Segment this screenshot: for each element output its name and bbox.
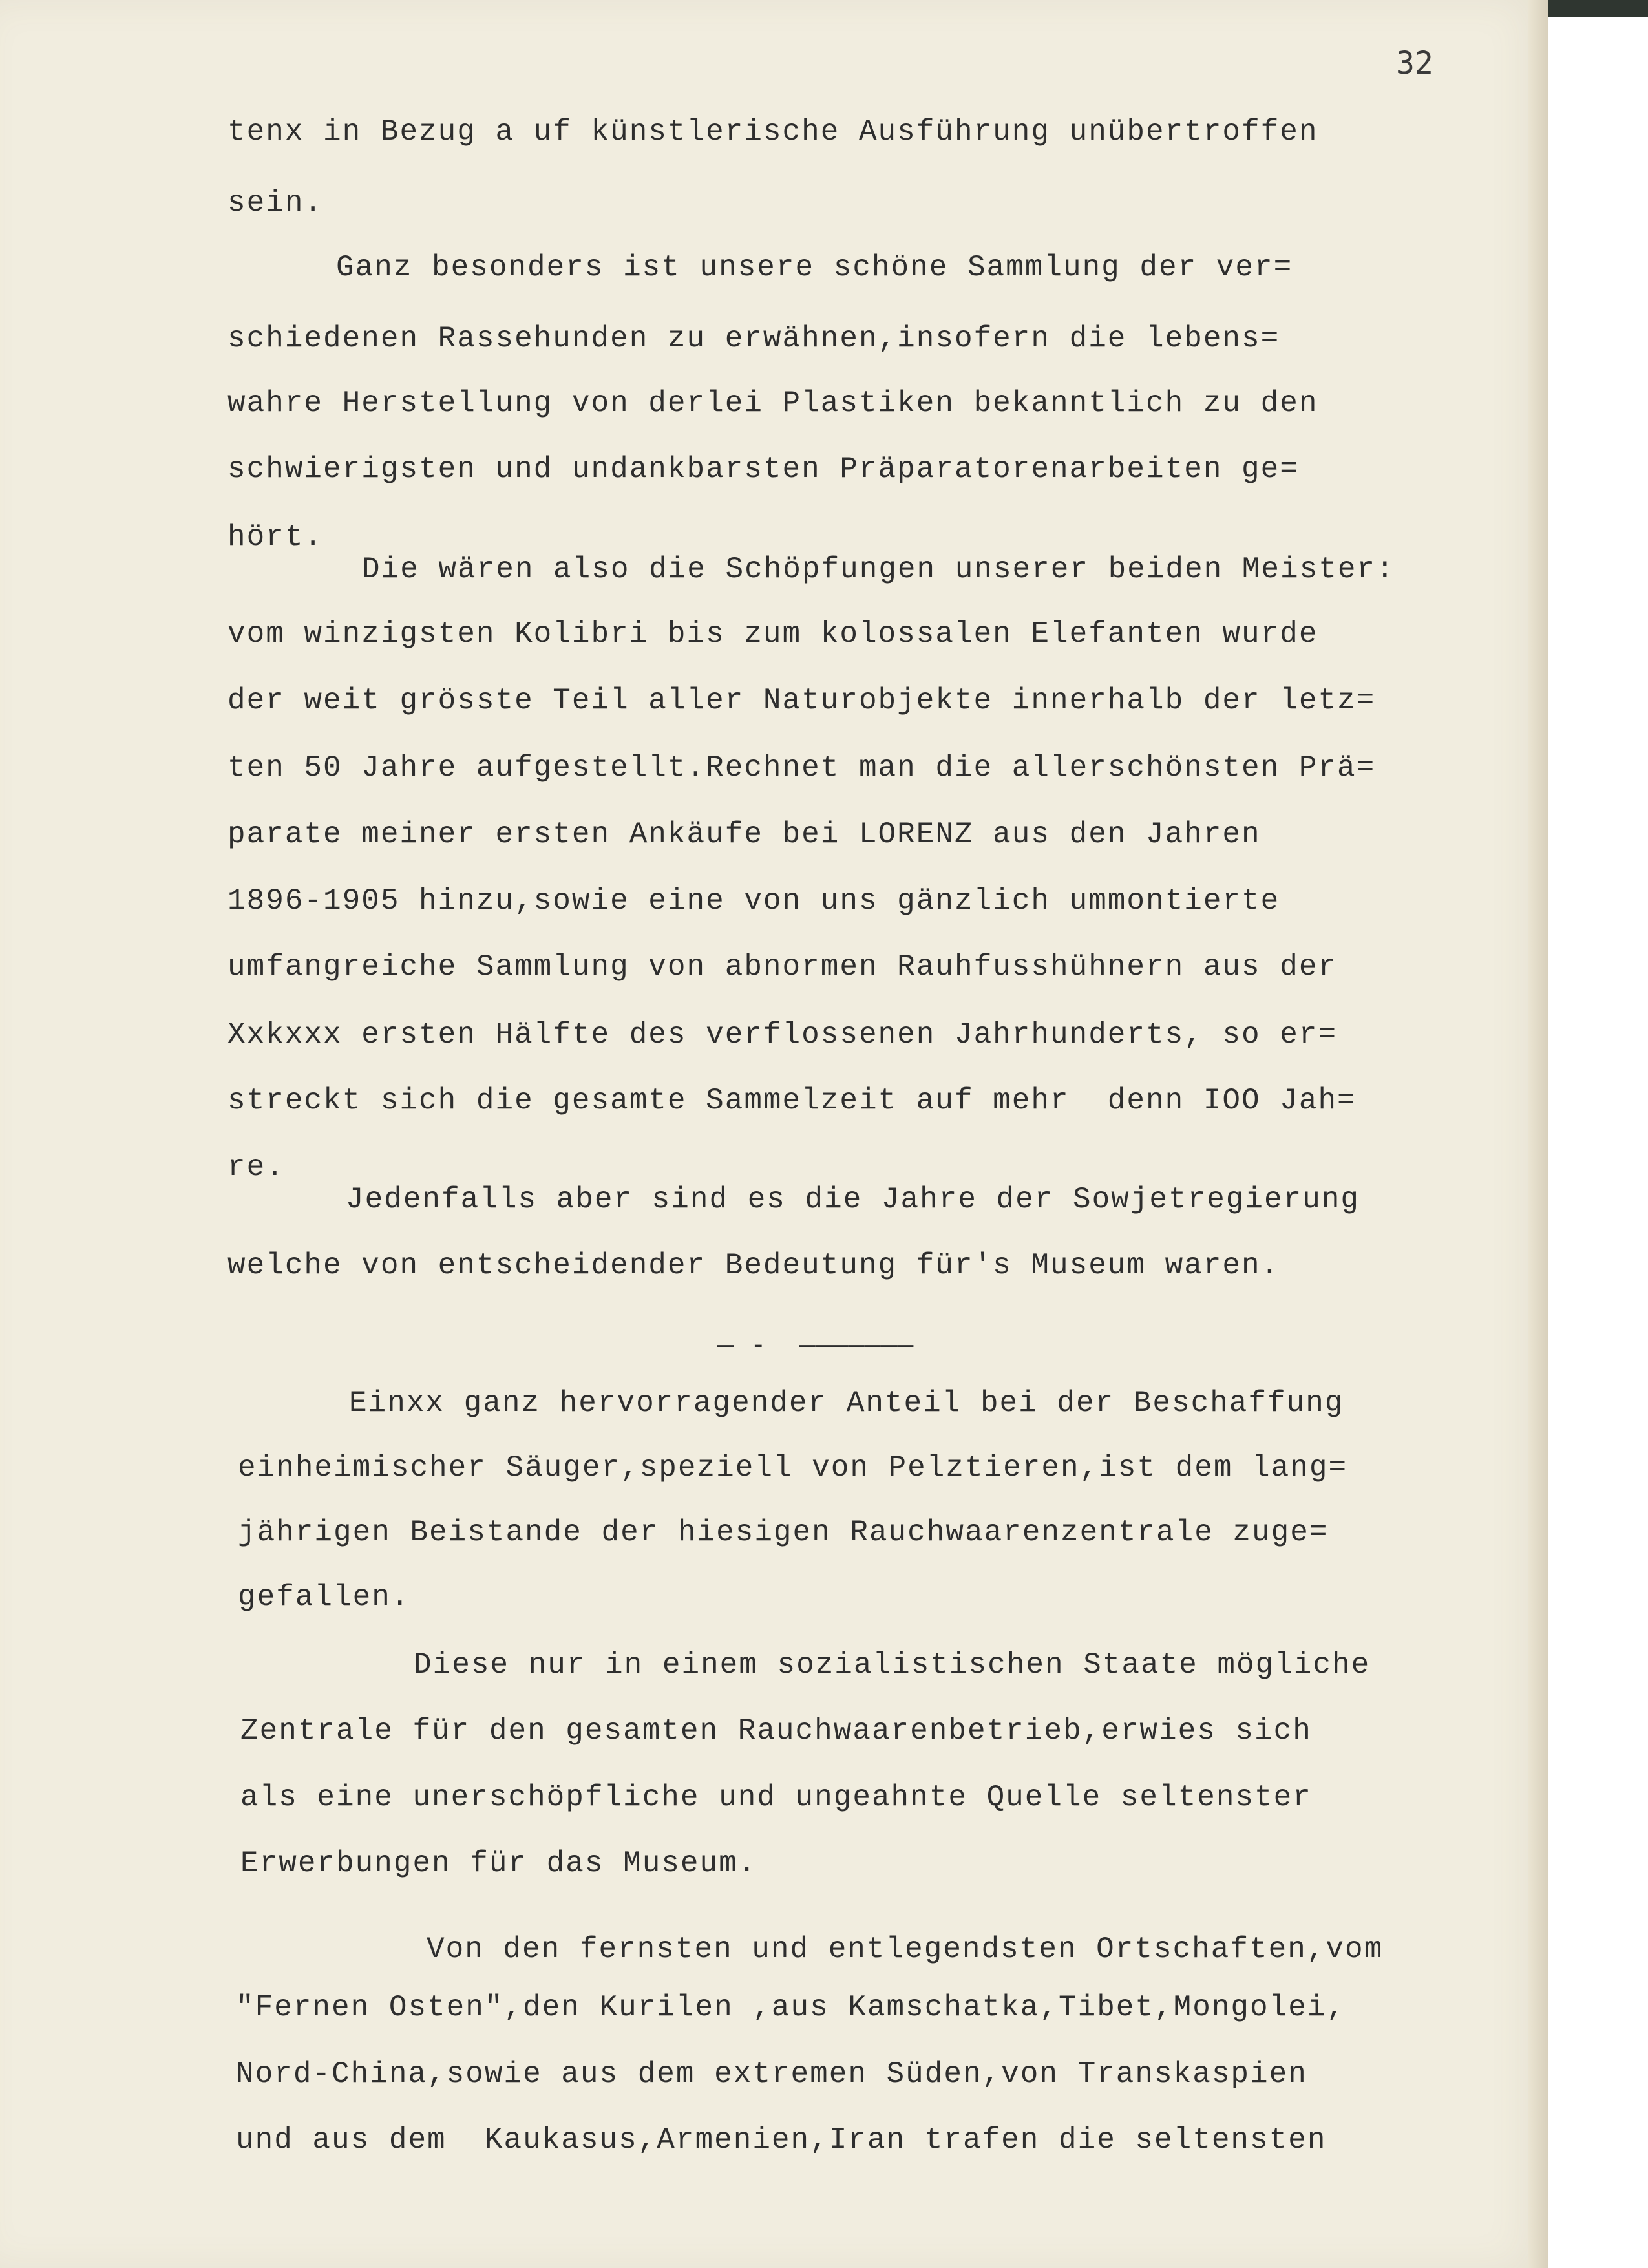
section-separator: — - ———————: [717, 1328, 914, 1360]
text-line: schiedenen Rassehunden zu erwähnen,insofern die lebens=: [227, 322, 1280, 355]
text-line: als eine unerschöpfliche und ungeahnte Quelle seltenster: [240, 1781, 1312, 1814]
text-line: Xxkxxx ersten Hälfte des verflossenen Jahrhunderts, so er=: [227, 1018, 1338, 1052]
text-line: parate meiner ersten Ankäufe bei LORENZ aus den Jahren: [227, 818, 1261, 851]
text-line: und aus dem Kaukasus,Armenien,Iran trafen die seltensten: [236, 2123, 1327, 2157]
text-line: jährigen Beistande der hiesigen Rauchwaarenzentrale zuge=: [238, 1516, 1329, 1549]
page-edge: [1528, 0, 1548, 2268]
text-line: Die wären also die Schöpfungen unserer beiden Meister:: [362, 553, 1395, 586]
text-line: Zentrale für den gesamten Rauchwaarenbetrieb,erwies sich: [240, 1714, 1312, 1748]
text-line: welche von entscheidender Bedeutung für's Museum waren.: [227, 1249, 1280, 1282]
text-line: hört.: [227, 520, 324, 554]
text-line: streckt sich die gesamte Sammelzeit auf mehr denn IOO Jah=: [227, 1084, 1357, 1118]
text-line: re.: [227, 1150, 285, 1184]
text-line: vom winzigsten Kolibri bis zum kolossalen Elefanten wurde: [227, 617, 1318, 651]
text-line: schwierigsten und undankbarsten Präparatorenarbeiten ge=: [227, 452, 1299, 486]
text-line: sein.: [227, 186, 324, 220]
text-line: Jedenfalls aber sind es die Jahre der Sowjetregierung: [346, 1183, 1360, 1216]
text-line: gefallen.: [238, 1580, 410, 1614]
text-line: Diese nur in einem sozialistischen Staate mögliche: [414, 1648, 1371, 1682]
text-line: 1896-1905 hinzu,sowie eine von uns gänzlich ummontierte: [227, 884, 1280, 918]
text-line: wahre Herstellung von derlei Plastiken bekanntlich zu den: [227, 387, 1318, 420]
text-line: der weit grösste Teil aller Naturobjekte innerhalb der letz=: [227, 684, 1376, 717]
page-number: 32: [1396, 45, 1433, 81]
text-line: Erwerbungen für das Museum.: [240, 1847, 757, 1880]
text-line: tenx in Bezug a uf künstlerische Ausführung unübertroffen: [227, 115, 1318, 149]
text-line: einheimischer Säuger,speziell von Pelztieren,ist dem lang=: [238, 1451, 1348, 1485]
binding-strip: [1548, 0, 1648, 17]
text-line: Von den fernsten und entlegendsten Ortschaften,vom: [427, 1933, 1384, 1966]
text-line: Einxx ganz hervorragender Anteil bei der Beschaffung: [349, 1386, 1344, 1420]
text-line: ten 50 Jahre aufgestellt.Rechnet man die allerschönsten Prä=: [227, 751, 1376, 785]
text-line: Ganz besonders ist unsere schöne Sammlung der ver=: [336, 251, 1293, 284]
text-line: umfangreiche Sammlung von abnormen Rauhfusshühnern aus der: [227, 950, 1338, 984]
text-line: Nord-China,sowie aus dem extremen Süden,von Transkaspien: [236, 2057, 1307, 2091]
text-line: "Fernen Osten",den Kurilen ,aus Kamschatka,Tibet,Mongolei,: [236, 1991, 1346, 2024]
